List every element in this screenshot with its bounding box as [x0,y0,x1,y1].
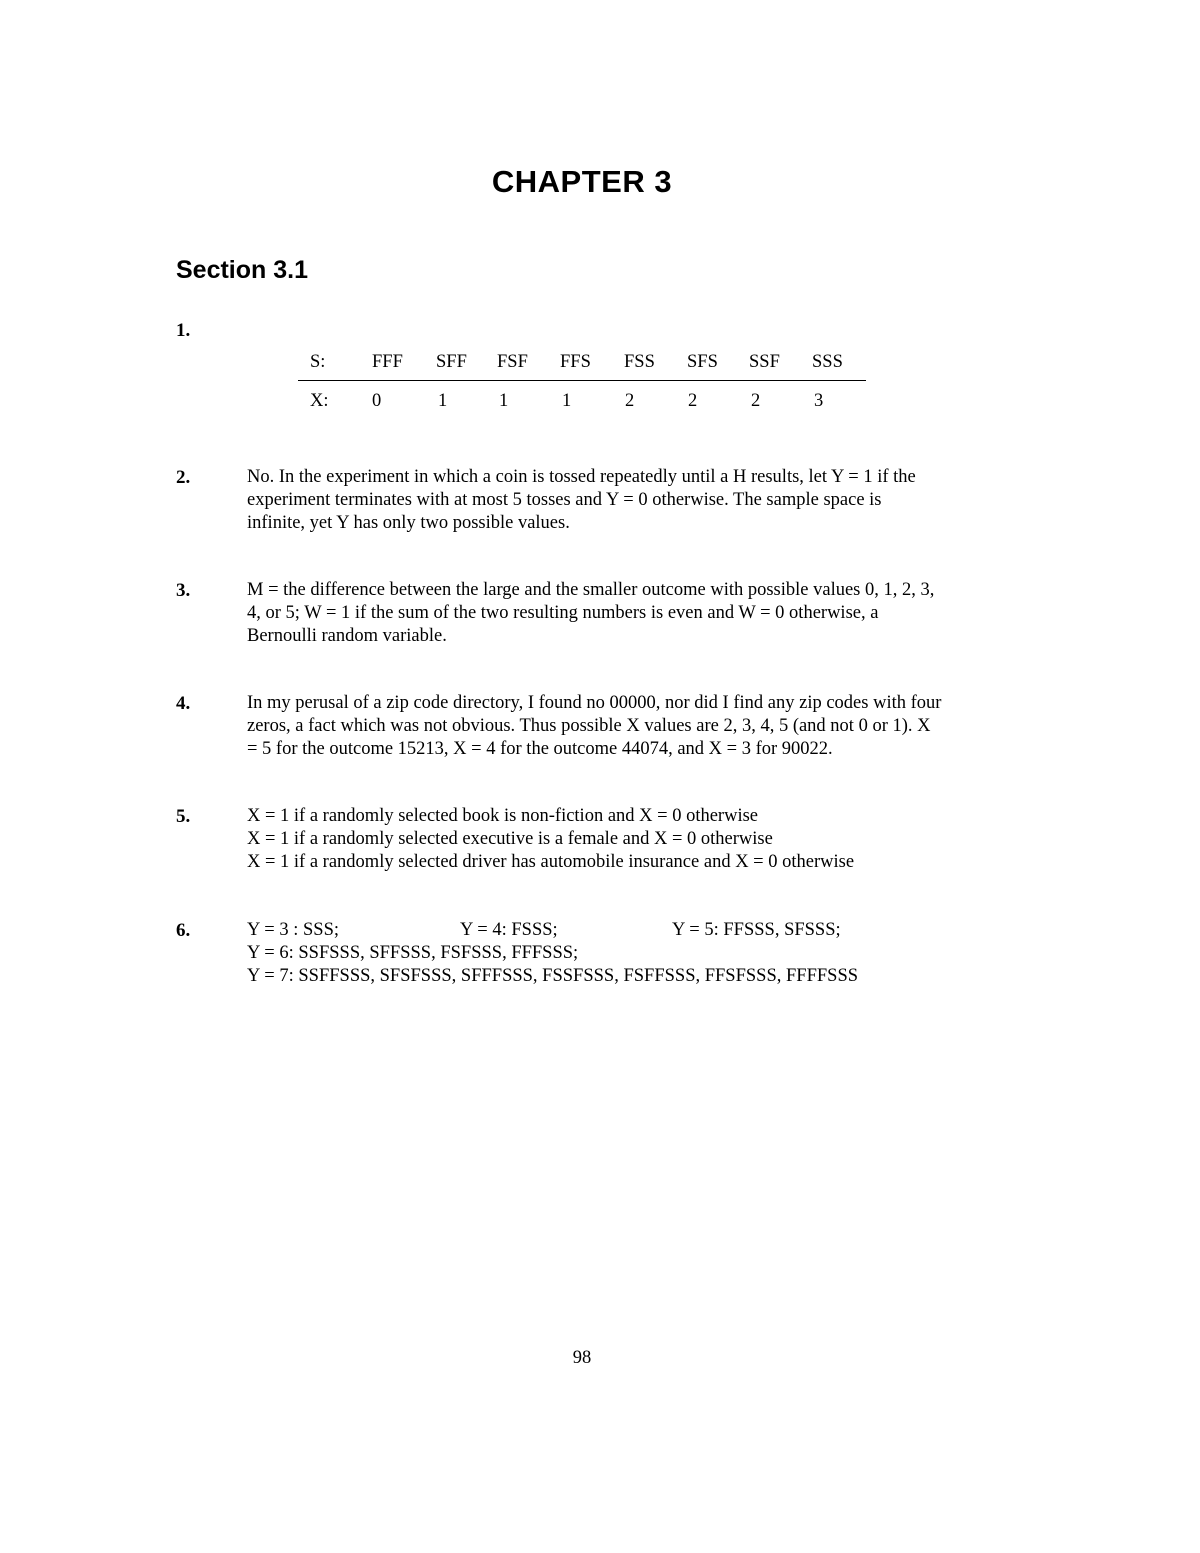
answer-4 [247,692,992,761]
answer-6 [247,919,992,988]
question-number-6: 6. [176,920,191,941]
table-value-cell: 2 [751,391,761,411]
table-value-cell: 2 [625,391,635,411]
table-header-cell: SFF [436,352,467,372]
table-header-cell: FSF [497,352,528,372]
table-value-cell: 1 [562,391,572,411]
question-number-5: 5. [176,806,191,827]
answer-2 [247,466,992,535]
table-header-cell: FSS [624,352,655,372]
answer-line: In my perusal of a zip code directory, I found no 00000, nor did I find any zip codes with four [247,693,942,713]
outcome-table [298,348,866,419]
answer-3 [247,579,992,648]
table-value-cell: 2 [688,391,698,411]
table-header-cell: FFS [560,352,591,372]
answer-5 [247,805,992,874]
answer-line: infinite, yet Y has only two possible values. [247,513,570,533]
table-value-cell: 1 [438,391,448,411]
table-header-cell: SSS [812,352,843,372]
question-number-1: 1. [176,320,191,341]
table-header-cell: SSF [749,352,780,372]
answer-line: zeros, a fact which was not obvious. Thus possible X values are 2, 3, 4, 5 (and not 0 or 1). X [247,716,931,736]
answer-segment: Y = 5: FFSSS, SFSSS; [672,920,841,940]
section-heading: Section 3.1 [176,256,308,284]
table-value-row [298,387,866,419]
page-number: 98 [572,1348,592,1368]
answer-segment: Y = 3 : SSS; [247,920,340,940]
question-number-4: 4. [176,693,191,714]
table-header-row [298,348,866,380]
question-number-2: 2. [176,467,191,488]
answer-line: Bernoulli random variable. [247,626,447,646]
answer-segment: Y = 4: FSSS; [460,920,558,940]
answer-line: Y = 7: SSFFSSS, SFSFSSS, SFFFSSS, FSSFSSS, FSFFSSS, FFSFSSS, FFFFSSS [247,966,859,986]
answer-line: = 5 for the outcome 15213, X = 4 for the outcome 44074, and X = 3 for 90022. [247,739,833,759]
table-value-cell: 1 [499,391,509,411]
answer-line: 4, or 5; W = 1 if the sum of the two resulting numbers is even and W = 0 otherwise, a [247,603,879,623]
table-value-cell: X: [310,391,329,411]
table-value-cell: 3 [814,391,824,411]
answer-line: experiment terminates with at most 5 tosses and Y = 0 otherwise. The sample space is [247,490,882,510]
answer-line: X = 1 if a randomly selected driver has automobile insurance and X = 0 otherwise [247,852,855,872]
answer-line: X = 1 if a randomly selected executive is a female and X = 0 otherwise [247,829,773,849]
answer-line: X = 1 if a randomly selected book is non-fiction and X = 0 otherwise [247,806,758,826]
answer-line: No. In the experiment in which a coin is tossed repeatedly until a H results, let Y = 1 if the [247,467,916,487]
table-header-cell: SFS [687,352,718,372]
table-rule [298,380,866,381]
table-header-cell: S: [310,352,326,372]
chapter-title: CHAPTER 3 [491,164,673,199]
answer-line: Y = 6: SSFSSS, SFFSSS, FSFSSS, FFFSSS; [247,943,579,963]
question-number-3: 3. [176,580,191,601]
table-header-cell: FFF [372,352,403,372]
answer-line [247,919,992,942]
answer-line: M = the difference between the large and the smaller outcome with possible values 0, 1, 2, 3, [247,580,935,600]
table-value-cell: 0 [372,391,382,411]
